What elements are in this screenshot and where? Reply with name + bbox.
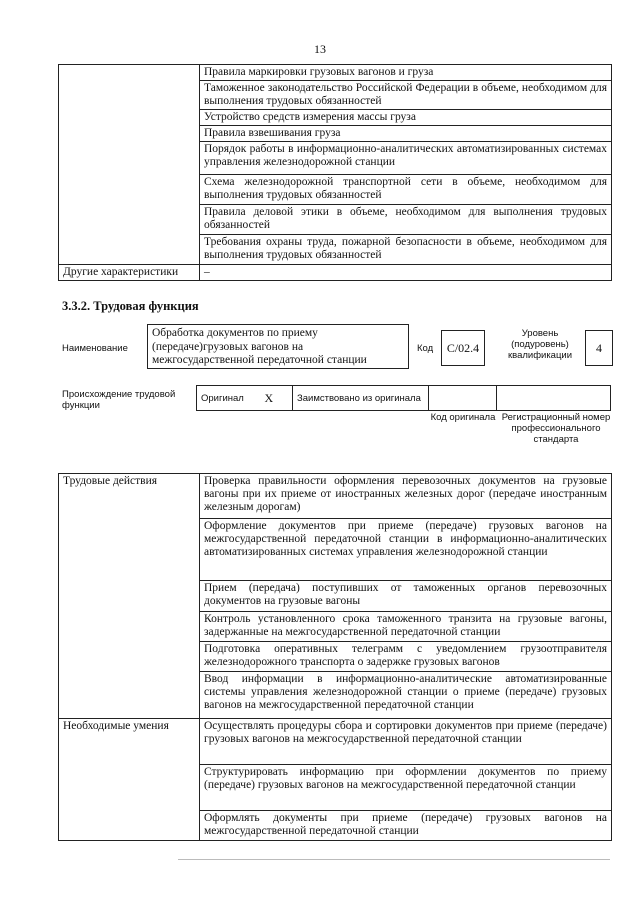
action-item: Ввод информации в информационно-аналитические автоматизированные системы управления железнодорожной станции о приеме (передаче) грузовых вагонов на межгосударственной передаточной станции — [200, 672, 612, 719]
actions-skills-table — [58, 473, 612, 841]
other-characteristics-value: – — [200, 265, 612, 281]
original-mark: X — [261, 386, 293, 411]
code-label: Код — [417, 343, 434, 354]
name-label: Наименование — [62, 343, 128, 354]
borrowed-label: Заимствовано из оригинала — [293, 386, 429, 411]
reg-number-cell — [497, 386, 611, 411]
original-label: Оригинал — [197, 386, 261, 411]
action-item: Оформление документов при приеме (передаче) грузовых вагонов на межгосударственной передаточной станции в информационно-аналитических автоматизированных системах управления железнодорожной станции — [200, 519, 612, 581]
knowledge-item: Устройство средств измерения массы груза — [200, 110, 612, 126]
knowledge-item: Схема железнодорожной транспортной сети в объеме, необходимом для выполнения трудовых обязанностей — [200, 175, 612, 205]
other-characteristics-label: Другие характеристики — [59, 265, 200, 281]
code-original-label: Код оригинала — [430, 412, 496, 423]
bottom-rule — [178, 859, 610, 860]
action-item: Подготовка оперативных телеграмм с уведомлением грузоотправителя железнодорожного транспорта о задержке грузовых вагонов — [200, 642, 612, 672]
knowledge-item: Правила маркировки грузовых вагонов и груза — [200, 65, 612, 81]
skill-item: Структурировать информацию при оформлении документов по приему (передаче) грузовых вагонов на межгосударственной передаточной станции — [200, 765, 612, 811]
skill-item: Осуществлять процедуры сбора и сортировки документов при приеме (передаче) грузовых вагонов на межгосударственной передаточной станции — [200, 719, 612, 765]
knowledge-item: Правила взвешивания груза — [200, 126, 612, 142]
origin-table — [196, 385, 611, 411]
action-item: Контроль установленного срока таможенного транзита на грузовые вагоны, задержанные на межгосударственной передаточной станции — [200, 612, 612, 642]
reg-number-label: Регистрационный номер профессионального стандарта — [501, 412, 611, 445]
knowledge-item: Требования охраны труда, пожарной безопасности в объеме, необходимом для выполнения трудовых обязанностей — [200, 235, 612, 265]
page-number: 13 — [314, 42, 326, 56]
section-title: 3.3.2. Трудовая функция — [62, 299, 199, 313]
skill-item: Оформлять документы при приеме (передаче) грузовых вагонов на межгосударственной передаточной станции — [200, 811, 612, 841]
actions-label: Трудовые действия — [59, 474, 200, 719]
action-item: Проверка правильности оформления перевозочных документов на грузовые вагоны при их приеме от иностранных железных дорог (передаче иностранным железным дорогам) — [200, 474, 612, 519]
level-value-box: 4 — [585, 330, 613, 366]
knowledge-item: Таможенное законодательство Российской Федерации в объеме, необходимом для выполнения трудовых обязанностей — [200, 81, 612, 110]
knowledge-item: Порядок работы в информационно-аналитических автоматизированных системах управления железнодорожной станции — [200, 142, 612, 175]
code-value-box: С/02.4 — [441, 330, 485, 366]
knowledge-item: Правила деловой этики в объеме, необходимом для выполнения трудовых обязанностей — [200, 205, 612, 235]
code-original-cell — [429, 386, 497, 411]
knowledge-table — [58, 64, 612, 281]
knowledge-left-cell — [59, 65, 200, 265]
skills-label: Необходимые умения — [59, 719, 200, 841]
level-label: Уровень (подуровень) квалификации — [507, 328, 573, 361]
function-name-box: Обработка документов по приему (передаче)грузовых вагонов на межгосударственной передаточной станции — [147, 324, 409, 369]
action-item: Прием (передача) поступивших от таможенных органов перевозочных документов на грузовые вагоны — [200, 581, 612, 612]
origin-label: Происхождение трудовой функции — [62, 389, 176, 411]
